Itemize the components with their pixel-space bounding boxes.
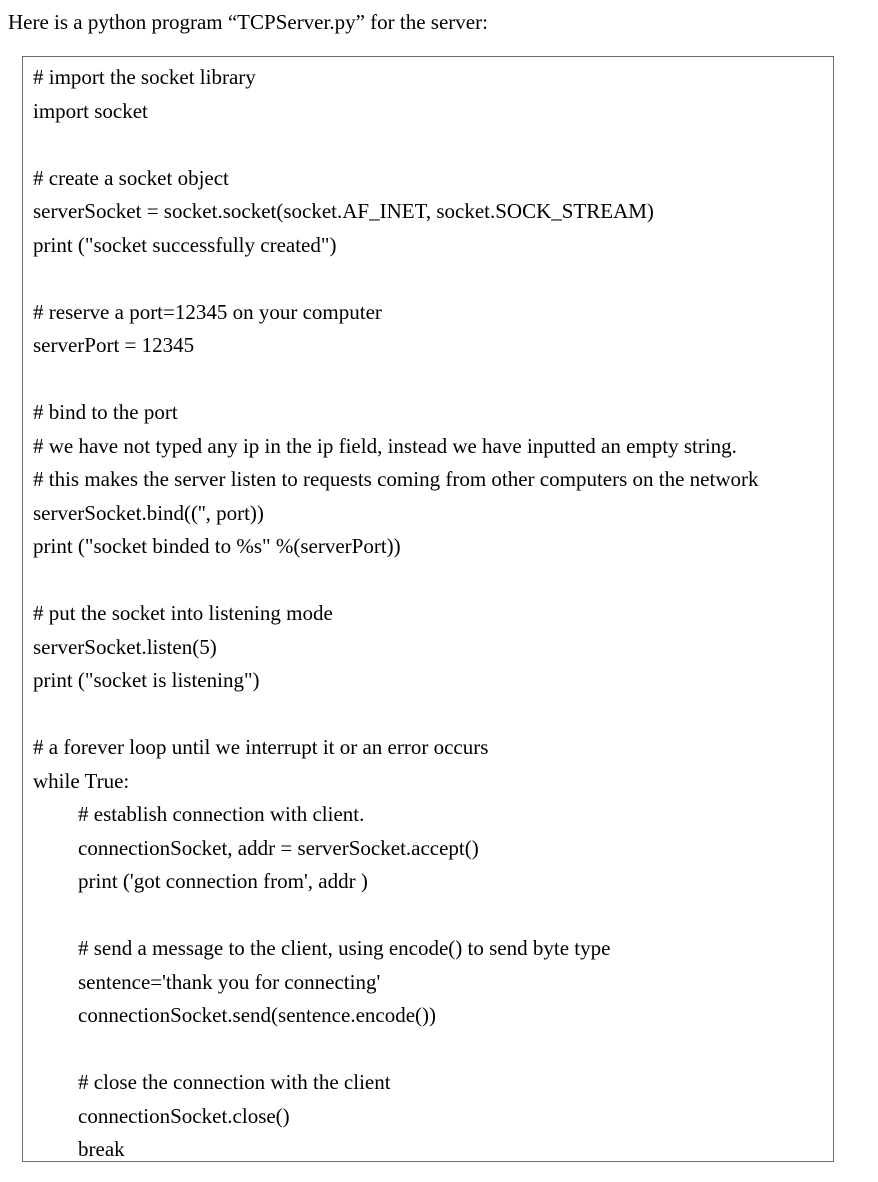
code-blank-line [33,899,829,933]
code-line: serverSocket = socket.socket(socket.AF_INET, socket.SOCK_STREAM) [33,199,654,223]
code-line: print ("socket is listening") [33,668,260,692]
code-line: # close the connection with the client [78,1070,391,1094]
code-blank-line [33,564,829,598]
code-line: serverSocket.listen(5) [33,634,217,659]
code-listing [33,61,829,1167]
code-line: serverPort = 12345 [33,333,195,357]
code-line: # import the socket library [33,65,256,89]
code-line: break [78,1137,125,1161]
code-line: # reserve a port=12345 on your computer [33,299,382,324]
code-line: print ('got connection from', addr ) [78,869,368,893]
code-line: connectionSocket, addr = serverSocket.accept() [78,835,479,860]
code-line: while True: [33,768,130,793]
code-line: connectionSocket.send(sentence.encode()) [78,1003,437,1027]
intro-text: Here is a python program “TCPServer.py” for the server: [8,10,488,34]
code-line: # create a socket object [33,165,229,190]
code-blank-line [33,363,829,397]
code-line: print ("socket binded to %s" %(serverPort)) [33,534,401,558]
code-line: # establish connection with client. [78,802,365,826]
code-line: import socket [33,98,148,123]
code-line: sentence='thank you for connecting' [78,969,381,994]
code-line: serverSocket.bind(('', port)) [33,500,264,525]
code-line: connectionSocket.close() [78,1103,290,1128]
code-listing-box [22,56,834,1162]
code-line: # we have not typed any ip in the ip field, instead we have inputted an empty string. [33,433,737,458]
code-line: # this makes the server listen to requests coming from other computers on the network [33,467,759,491]
code-line: # a forever loop until we interrupt it or an error occurs [33,735,489,759]
code-blank-line [33,262,829,296]
code-blank-line [33,128,829,162]
code-blank-line [33,698,829,732]
code-line: # put the socket into listening mode [33,601,333,625]
code-line: # send a message to the client, using encode() to send byte type [78,936,611,960]
code-blank-line [33,1033,829,1067]
code-line: print ("socket successfully created") [33,232,337,257]
code-line: # bind to the port [33,400,178,424]
